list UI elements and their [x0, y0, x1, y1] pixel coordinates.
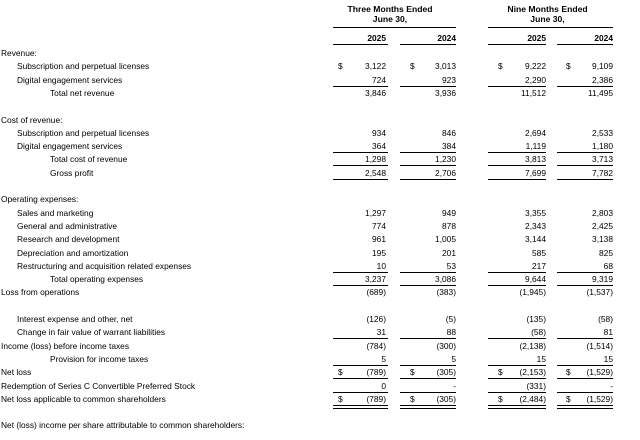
row-value: 2,548 [365, 167, 386, 178]
row-value: (1,514) [586, 340, 613, 351]
row-label: Cost of revenue: [1, 114, 63, 125]
row-value: 88 [446, 327, 456, 338]
row-value: 878 [442, 220, 456, 231]
row-value: 2,343 [525, 220, 546, 231]
nine-months-header-line2: June 30, [530, 14, 565, 24]
row-value: (58) [531, 327, 546, 338]
row-value: (1,945) [519, 287, 546, 298]
row-label: Subscription and perpetual licenses [17, 127, 150, 138]
row-value: 1,230 [435, 154, 456, 165]
row-value: 846 [442, 127, 456, 138]
table-row [0, 140, 640, 152]
row-label: Total operating expenses [50, 274, 144, 285]
row-label: Subscription and perpetual licenses [17, 61, 150, 72]
row-value: 15 [603, 353, 613, 364]
table-row [0, 326, 640, 338]
row-value: 7,699 [525, 167, 546, 178]
row-value: 2,694 [525, 127, 546, 138]
row-label: Income (loss) before income taxes [1, 340, 130, 351]
currency-symbol: $ [410, 393, 415, 404]
row-value: 3,122 [365, 61, 386, 72]
row-value: 1,119 [525, 141, 546, 152]
table-row [0, 406, 640, 418]
row-value: 10 [376, 260, 386, 271]
row-value: (135) [526, 314, 546, 324]
row-value: 81 [603, 327, 613, 338]
year-header-2025-nine: 2025 [527, 33, 546, 43]
table-row [0, 286, 640, 298]
currency-symbol: $ [410, 61, 415, 72]
year-header-rule-3 [488, 44, 546, 45]
table-row [0, 353, 640, 365]
row-value: (789) [366, 367, 386, 378]
row-value: 2,706 [435, 167, 456, 178]
table-row [0, 47, 640, 59]
row-value: 364 [372, 141, 386, 152]
row-value: 825 [599, 247, 613, 258]
table-row [0, 100, 640, 112]
row-value: (689) [366, 287, 386, 298]
table-row [0, 340, 640, 352]
three-months-header-line1: Three Months Ended [347, 4, 433, 14]
row-value: (2,153) [519, 367, 546, 378]
currency-symbol: $ [338, 61, 343, 72]
row-value: 2,290 [525, 74, 546, 85]
table-row [0, 313, 640, 325]
row-value: 31 [376, 327, 386, 338]
row-value: 7,782 [592, 167, 613, 178]
row-value: 11,495 [588, 87, 613, 98]
row-value: (1,529) [586, 393, 613, 404]
row-value: 1,005 [435, 234, 456, 245]
table-row [0, 220, 640, 232]
row-value: 9,319 [592, 274, 613, 285]
table-row [0, 247, 640, 259]
row-value: 5 [451, 353, 456, 364]
row-value: 201 [442, 247, 456, 258]
row-value: 3,846 [365, 87, 386, 98]
table-row [0, 114, 640, 126]
year-header-2024-nine: 2024 [594, 33, 613, 43]
row-value: 1,180 [592, 141, 613, 152]
row-value: 53 [446, 260, 456, 271]
row-label: Research and development [17, 234, 120, 245]
row-value: (331) [526, 380, 546, 391]
row-value: 3,144 [525, 234, 546, 245]
row-value: 2,533 [592, 127, 613, 138]
row-label: Loss from operations [1, 287, 80, 298]
row-value: 724 [372, 74, 386, 85]
table-row [0, 74, 640, 86]
row-value: (305) [436, 393, 456, 404]
row-value: 11,512 [521, 87, 546, 98]
year-header-rule-1 [333, 44, 388, 45]
row-value: 3,237 [365, 274, 386, 285]
row-label: Redemption of Series C Convertible Preferred Stock [1, 380, 196, 391]
row-value: 1,298 [365, 154, 386, 165]
table-row [0, 180, 640, 192]
row-value: (784) [366, 340, 386, 351]
row-value: (2,138) [519, 340, 546, 351]
row-value: (383) [436, 287, 456, 298]
table-row [0, 60, 640, 72]
table-row [0, 300, 640, 312]
year-header-2025-three: 2025 [367, 33, 386, 43]
row-label: Operating expenses: [1, 194, 79, 205]
currency-symbol: $ [338, 367, 343, 378]
row-value: 3,013 [435, 61, 456, 72]
row-value: (300) [436, 340, 456, 351]
currency-symbol: $ [498, 61, 503, 72]
row-value: 9,644 [525, 274, 546, 285]
row-value: (5) [445, 314, 456, 324]
table-row [0, 273, 640, 285]
row-label: Depreciation and amortization [17, 247, 129, 258]
row-value: 934 [372, 127, 386, 138]
table-row [0, 393, 640, 405]
row-label: Interest expense and other, net [17, 314, 133, 324]
currency-symbol: $ [566, 367, 571, 378]
row-value: 195 [372, 247, 386, 258]
row-value: 3,813 [525, 154, 546, 165]
row-label: Revenue: [1, 48, 37, 58]
row-value: 1,297 [365, 207, 386, 218]
row-value: 2,425 [592, 220, 613, 231]
row-label: Digital engagement services [17, 141, 123, 152]
row-value: (305) [436, 367, 456, 378]
table-row [0, 87, 640, 99]
row-value: (789) [366, 393, 386, 404]
year-header-rule-4 [557, 44, 613, 45]
row-value: 774 [372, 220, 386, 231]
row-value: (126) [366, 314, 386, 324]
row-value: 9,109 [592, 61, 613, 72]
row-label: Net loss applicable to common shareholders [1, 393, 166, 404]
currency-symbol: $ [566, 61, 571, 72]
row-value: - [453, 380, 456, 391]
three-months-header [330, 4, 450, 24]
year-header-2024-three: 2024 [437, 33, 456, 43]
row-label: Total cost of revenue [50, 154, 128, 165]
row-value: (1,529) [586, 367, 613, 378]
table-row [0, 127, 640, 139]
table-row [0, 380, 640, 392]
row-value: 3,138 [592, 234, 613, 245]
row-value: 15 [536, 353, 546, 364]
row-value: (58) [598, 314, 613, 324]
row-value: 9,222 [525, 61, 546, 72]
row-label: Total net revenue [50, 87, 115, 98]
row-value: 0 [381, 380, 386, 391]
row-label: Gross profit [50, 167, 94, 178]
row-value: 949 [442, 207, 456, 218]
currency-symbol: $ [410, 367, 415, 378]
table-row [0, 366, 640, 378]
row-label: Digital engagement services [17, 74, 123, 85]
row-value: (2,484) [519, 393, 546, 404]
nine-months-header [485, 4, 610, 24]
row-value: (1,537) [586, 287, 613, 298]
row-label: Change in fair value of warrant liabilities [17, 327, 166, 338]
year-header-rule-2 [400, 44, 456, 45]
row-value: 384 [442, 141, 456, 152]
row-value: 68 [603, 260, 613, 271]
table-row [0, 193, 640, 205]
currency-symbol: $ [498, 393, 503, 404]
three-months-header-line2: June 30, [372, 14, 408, 24]
currency-symbol: $ [566, 393, 571, 404]
row-label: General and administrative [17, 220, 118, 231]
table-row [0, 419, 640, 431]
row-value: 3,355 [525, 207, 546, 218]
table-row [0, 233, 640, 245]
three-months-header-rule [333, 27, 456, 28]
row-value: 217 [532, 260, 546, 271]
currency-symbol: $ [498, 367, 503, 378]
nine-months-header-rule [488, 27, 613, 28]
row-value: - [610, 380, 613, 391]
currency-symbol: $ [338, 393, 343, 404]
table-row [0, 260, 640, 272]
row-label: Net loss [1, 367, 32, 378]
table-row [0, 167, 640, 179]
nine-months-header-line1: Nine Months Ended [507, 4, 588, 14]
row-value: 923 [442, 74, 456, 85]
table-row [0, 153, 640, 165]
row-value: 2,386 [592, 74, 613, 85]
row-value: 2,803 [592, 207, 613, 218]
row-label: Sales and marketing [17, 207, 94, 218]
row-label: Restructuring and acquisition related expenses [17, 260, 192, 271]
row-value: 3,713 [592, 154, 613, 165]
row-label: Net (loss) income per share attributable to common shareholders: [1, 420, 245, 431]
row-value: 5 [381, 353, 386, 364]
row-value: 3,086 [435, 274, 456, 285]
row-value: 585 [532, 247, 546, 258]
row-label: Provision for income taxes [50, 353, 149, 364]
row-value: 961 [372, 234, 386, 245]
row-value: 3,936 [435, 87, 456, 98]
table-row [0, 207, 640, 219]
